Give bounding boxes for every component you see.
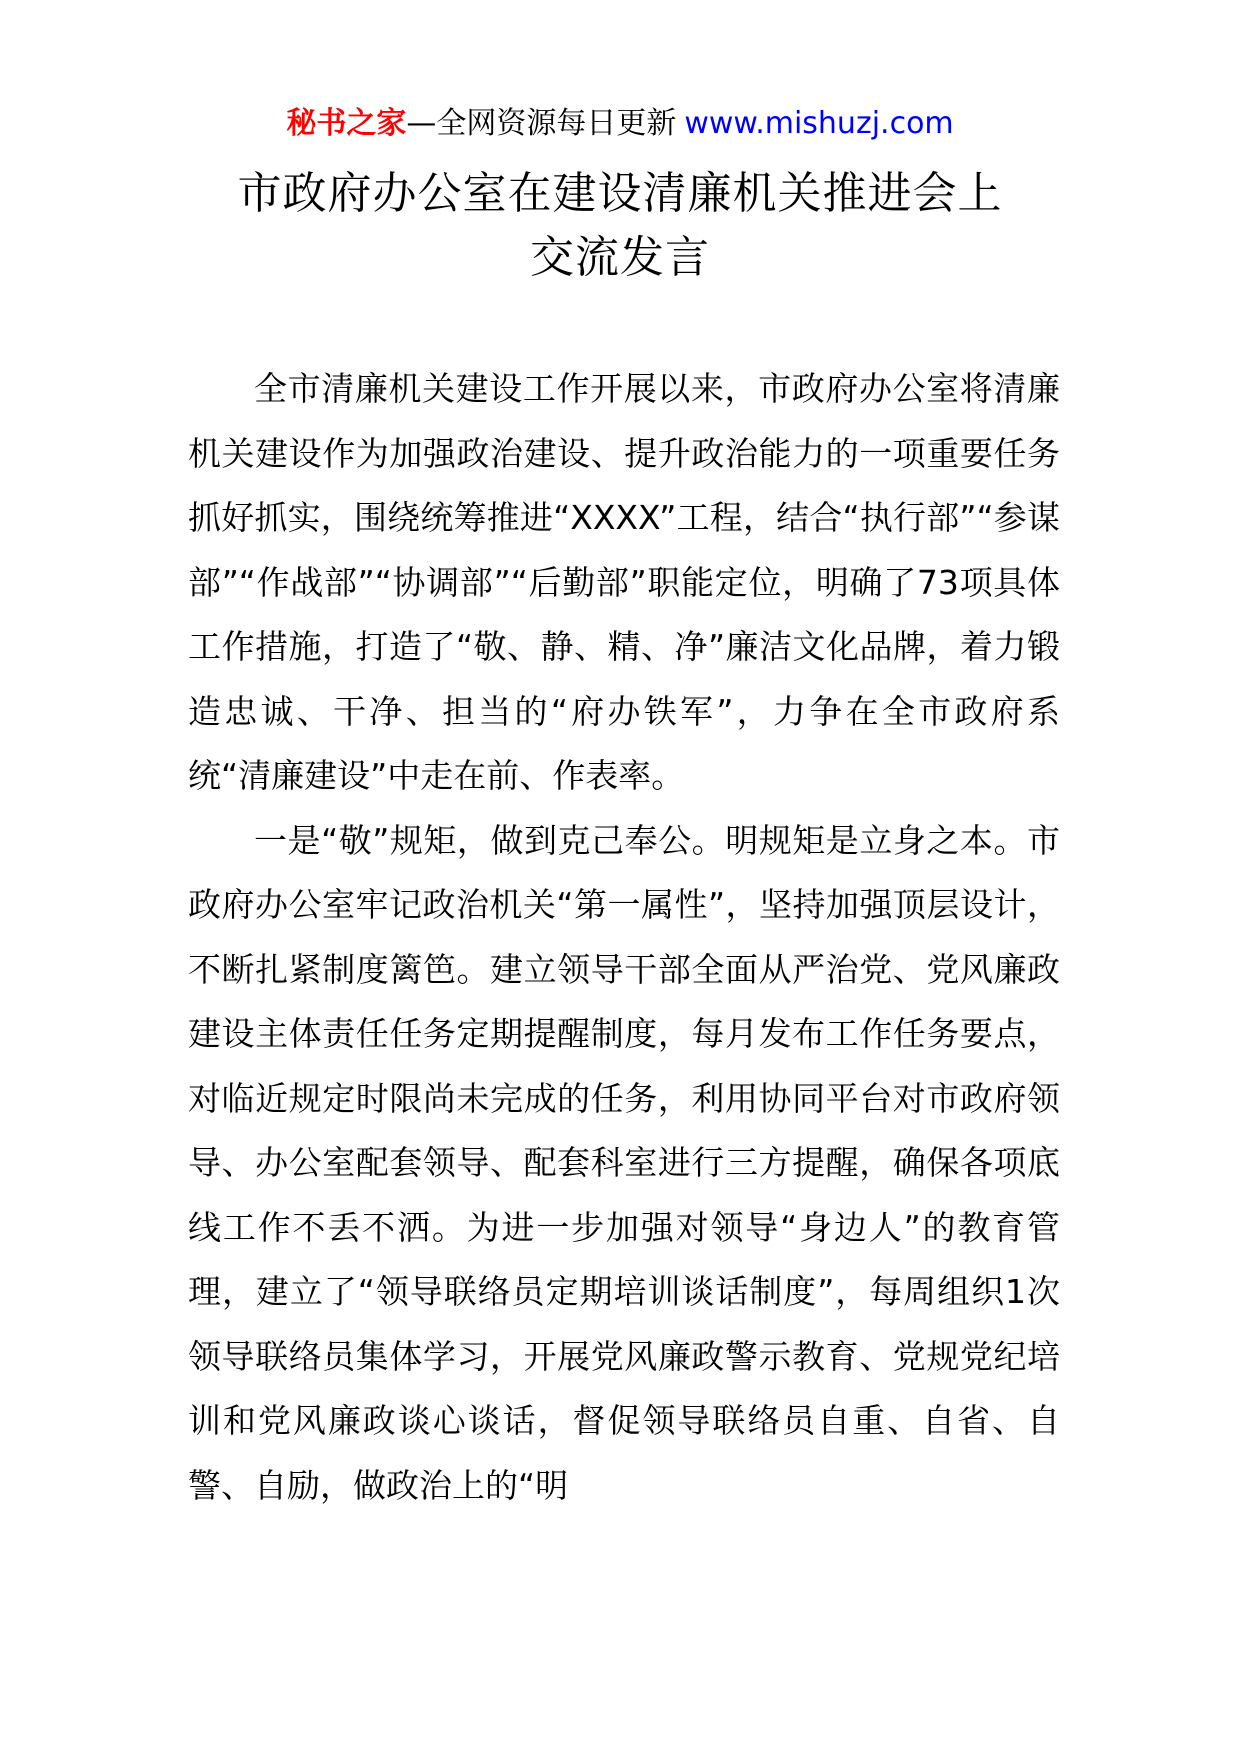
document-body — [188, 357, 1060, 1518]
paragraph-intro — [188, 357, 1060, 809]
site-tagline: —全网资源每日更新 — [406, 106, 677, 141]
site-header — [0, 100, 1240, 148]
paragraph-intro-text: 全市清廉机关建设工作开展以来，市政府办公室将清廉机关建设作为加强政治建设、提升政治能力的一项重要任务抓好抓实，围绕统筹推进“XXXX”工程，结合“执行部”“参谋部”“作战部”“协调部”“后勤部”职能定位，明确了73项具体工作措施，打造了“敬、静、精、净”廉洁文化品牌，着力锻造忠诚、干净、担当的“府办铁军”，力争在全市政府系统“清廉建设”中走在前、作表率。 — [188, 369, 1060, 795]
document-title-line-1: 市政府办公室在建设清廉机关推进会上 — [237, 168, 1003, 219]
site-url-link[interactable]: www.mishuzj.com — [684, 106, 954, 141]
document-title — [0, 162, 1240, 290]
site-brand: 秘书之家 — [286, 106, 407, 141]
paragraph-point-one-lead: 一是“敬”规矩，做到克己奉公。 — [254, 820, 726, 860]
paragraph-point-one — [188, 809, 1060, 1519]
document-title-line-2: 交流发言 — [530, 232, 710, 283]
paragraph-point-one-text: 明规矩是立身之本。市政府办公室牢记政治机关“第一属性”，坚持加强顶层设计，不断扎紧制度篱笆。建立领导干部全面从严治党、党风廉政建设主体责任任务定期提醒制度，每月发布工作任务要点，对临近规定时限尚未完成的任务，利用协同平台对市政府领导、办公室配套领导、配套科室进行三方提醒，确保各项底线工作不丢不洒。为进一步加强对领导“身边人”的教育管理，建立了“领导联络员定期培训谈话制度”，每周组织1次领导联络员集体学习，开展党风廉政警示教育、党规党纪培训和党风廉政谈心谈话，督促领导联络员自重、自省、自警、自励，做政治上的“明 — [188, 820, 1061, 1505]
